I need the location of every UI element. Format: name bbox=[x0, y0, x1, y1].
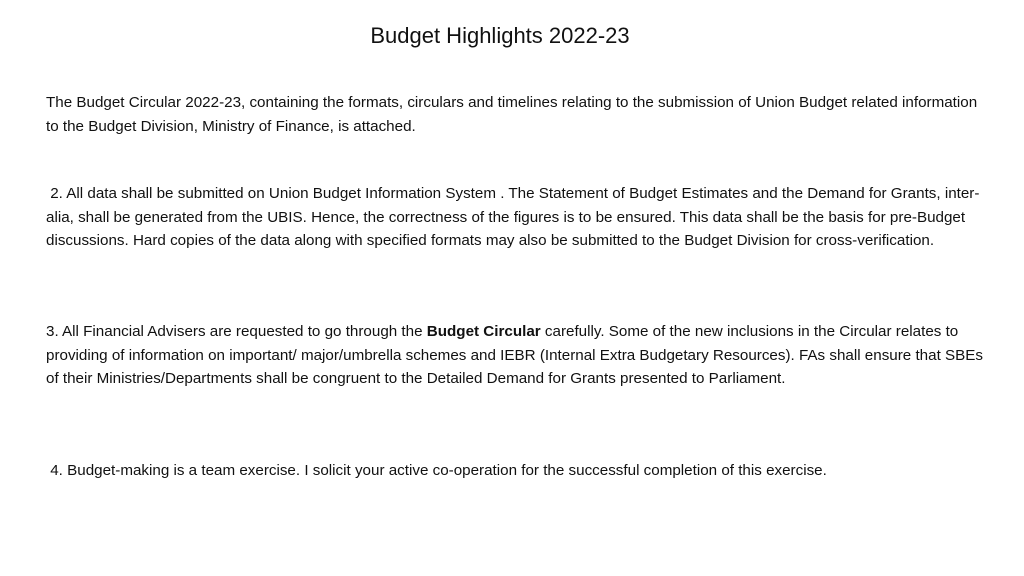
budget-circular-emphasis: Budget Circular bbox=[426, 323, 541, 340]
paragraph-3-intro: 3. All Financial Advisers are requested to go through the bbox=[46, 323, 427, 340]
paragraph-1: The Budget Circular 2022-23, containing the formats, circulars and timelines relating to the submission of Union Budget related information to the Budget Division, Ministry of Finance, is attached. bbox=[46, 94, 978, 135]
paragraph-3 bbox=[46, 320, 991, 391]
paragraph-3-rest: carefully. Some of the new inclusions in the Circular relates to providing of information on important/ major/umbrella schemes and IEBR (Internal Extra Budgetary Resources). FAs shall ensure that SBEs of their Ministries/Departments shall be congruent to the Detailed Demand for Grants presented to Parliament. bbox=[46, 323, 988, 387]
paragraph-4: 4. Budget-making is a team exercise. I solicit your active co-operation for the successful completion of this exercise. bbox=[46, 462, 827, 479]
slide-title: Budget Highlights 2022-23 bbox=[370, 23, 630, 48]
paragraph-2: 2. All data shall be submitted on Union Budget Information System . The Statement of Budget Estimates and the Demand for Grants, inter-alia, shall be generated from the UBIS. Hence, the correctness of the figures is to be ensured. This data shall be the basis for pre-Budget discussions. Hard copies of the data along with specified formats may also be submitted to the Budget Division for cross-verification. bbox=[46, 185, 980, 249]
